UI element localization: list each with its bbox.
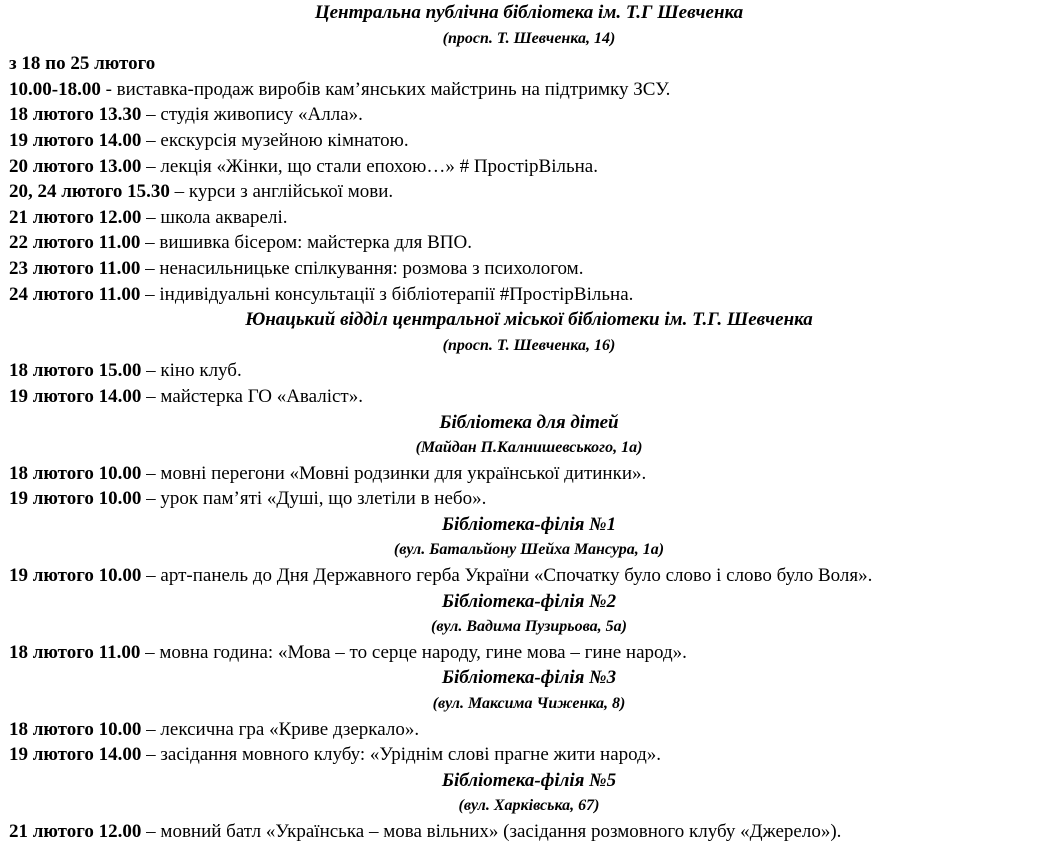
- event-text: – екскурсія музейною кімнатою.: [141, 129, 409, 151]
- event-text: – майстерка ГО «Аваліст».: [141, 385, 363, 407]
- event-line: [9, 179, 1049, 205]
- event-line: [9, 77, 1049, 103]
- section-address: (вул. Батальйону Шейха Мансура, 1а): [393, 541, 665, 559]
- section-title: Бібліотека для дітей: [439, 411, 619, 433]
- event-line: [9, 563, 1049, 589]
- event-text: – урок пам’яті «Душі, що злетіли в небо».: [141, 488, 487, 510]
- event-line: [9, 717, 1049, 743]
- event-date: 18 лютого 10.00: [9, 718, 142, 740]
- event-date: 18 лютого 11.00: [9, 641, 141, 663]
- event-line: [9, 128, 1049, 154]
- event-date: 20, 24 лютого 15.30: [9, 181, 170, 203]
- section-address: (вул. Максима Чиженка, 8): [432, 695, 626, 713]
- event-date: 24 лютого 11.00: [9, 283, 141, 305]
- section-title: Юнацький відділ центральної міської бібліотеки ім. Т.Г. Шевченка: [245, 309, 813, 331]
- event-line: [9, 384, 1049, 410]
- event-date: 18 лютого 10.00: [9, 462, 142, 484]
- event-line: [9, 256, 1049, 282]
- section-title: Бібліотека-філія №1: [441, 513, 617, 535]
- section-title: Бібліотека-філія №5: [441, 769, 617, 791]
- event-text: – ненасильницьке спілкування: розмова з психологом.: [140, 257, 584, 279]
- event-line: [9, 51, 1049, 77]
- event-text: – кіно клуб.: [141, 360, 242, 382]
- event-text: – курси з англійської мови.: [169, 181, 394, 203]
- event-line: [9, 819, 1049, 845]
- section-address: (вул. Вадима Пузирьова, 5а): [431, 618, 627, 636]
- event-date: 21 лютого 12.00: [9, 821, 142, 842]
- event-line: [9, 358, 1049, 384]
- event-date: 18 лютого 13.30: [9, 104, 142, 126]
- event-text: – мовна година: «Мова – то серце народу, гине мова – гине народ».: [140, 641, 687, 663]
- section-title: Бібліотека-філія №3: [441, 667, 617, 689]
- event-date: 22 лютого 11.00: [9, 232, 141, 254]
- event-date: 21 лютого 12.00: [9, 206, 142, 228]
- event-text: – арт-панель до Дня Державного герба України «Спочатку було слово і слово було Воля».: [141, 565, 873, 587]
- event-date: 20 лютого 13.00: [9, 155, 142, 177]
- event-text: – лексична гра «Криве дзеркало».: [141, 718, 420, 740]
- section-address: (вул. Харківська, 67): [458, 797, 600, 815]
- event-line: [9, 640, 1049, 666]
- event-text: – мовні перегони «Мовні родзинки для української дитинки».: [141, 462, 647, 484]
- event-date: 19 лютого 10.00: [9, 488, 142, 510]
- event-line: [9, 461, 1049, 487]
- event-date: 19 лютого 14.00: [9, 744, 142, 766]
- event-line: [9, 154, 1049, 180]
- event-line: [9, 486, 1049, 512]
- event-line: [9, 742, 1049, 768]
- event-text: – засідання мовного клубу: «Уріднім слові прагне жити народ».: [141, 744, 662, 766]
- event-line: [9, 282, 1049, 308]
- event-text: – лекція «Жінки, що стали епохою…» # ПростірВільна.: [141, 155, 598, 177]
- section-title: Бібліотека-філія №2: [441, 590, 617, 612]
- event-text: - виставка-продаж виробів кам’янських майстринь на підтримку ЗСУ.: [100, 78, 671, 100]
- event-date: 19 лютого 10.00: [9, 565, 142, 587]
- event-line: [9, 230, 1049, 256]
- event-date: 18 лютого 15.00: [9, 360, 142, 382]
- event-date: з 18 по 25 лютого: [9, 53, 156, 75]
- event-date: 10.00-18.00: [9, 78, 101, 100]
- event-date: 19 лютого 14.00: [9, 129, 142, 151]
- section-address: (просп. Т. Шевченка, 16): [442, 336, 616, 354]
- event-date: 23 лютого 11.00: [9, 257, 141, 279]
- event-line: [9, 102, 1049, 128]
- event-text: – мовний батл «Українська – мова вільних» (засідання розмовного клубу «Джерело»).: [141, 821, 842, 842]
- event-text: – школа акварелі.: [141, 206, 288, 228]
- event-text: – індивідуальні консультації з бібліотерапії #ПростірВільна.: [140, 283, 634, 305]
- event-line: [9, 205, 1049, 231]
- section-address: (Майдан П.Калнишевського, 1а): [415, 439, 643, 457]
- section-address: (просп. Т. Шевченка, 14): [442, 29, 616, 47]
- event-text: – студія живопису «Алла».: [141, 104, 363, 126]
- section-title: Центральна публічна бібліотека ім. Т.Г Шевченка: [314, 2, 744, 23]
- event-text: – вишивка бісером: майстерка для ВПО.: [140, 232, 472, 254]
- event-date: 19 лютого 14.00: [9, 385, 142, 407]
